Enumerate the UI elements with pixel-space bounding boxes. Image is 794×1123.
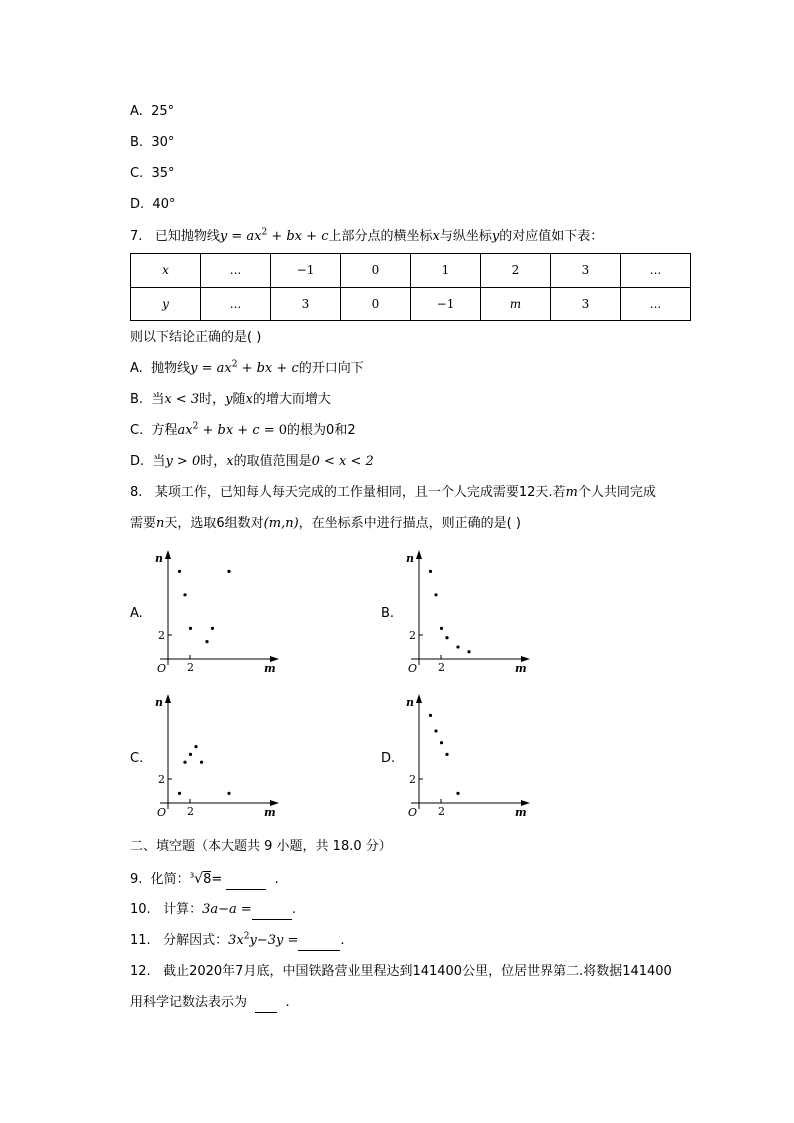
q8-graph-d <box>399 692 534 822</box>
data-point <box>211 627 214 630</box>
data-point <box>178 570 181 573</box>
y-tick-label: 2 <box>158 629 165 642</box>
q12-line2: 用科学记数法表示为 . <box>130 993 290 1013</box>
y-axis-label: n <box>155 696 163 709</box>
answer-blank[interactable] <box>298 935 340 951</box>
q8-graph-a <box>148 548 283 678</box>
x-axis-label: m <box>515 806 527 819</box>
data-point <box>445 753 448 756</box>
y-axis-label: n <box>406 696 414 709</box>
y-axis-arrow <box>416 694 422 703</box>
answer-blank[interactable] <box>226 874 266 890</box>
table-cell: ... <box>621 287 691 321</box>
q7-question: 则以下结论正确的是( ) <box>130 330 262 345</box>
origin-label: O <box>408 662 418 675</box>
data-point <box>200 761 203 764</box>
table-cell: −1 <box>271 254 341 288</box>
x-tick-label: 2 <box>438 805 445 818</box>
data-point <box>183 761 186 764</box>
table-cell: y <box>131 287 201 321</box>
table-cell: 3 <box>271 287 341 321</box>
x-axis-label: m <box>515 662 527 675</box>
q7-stem: 7. 已知抛物线$y = ax^2$ + bx + c上部分点的横坐标x与纵坐标y的对应值如下表： <box>130 227 604 244</box>
table-cell: −1 <box>411 287 481 321</box>
q7-option-a: A. 抛物线$y = ax^2$ + bx + c的开口向下 <box>130 359 364 376</box>
x-tick-label: 2 <box>438 661 445 674</box>
y-axis-label: n <box>155 552 163 565</box>
table-row <box>131 254 691 288</box>
table-cell: 2 <box>481 254 551 288</box>
q7-option-d: D. 当y > 0时，x的取值范围是0 < x < 2 <box>130 454 374 469</box>
x-axis-label: m <box>264 806 276 819</box>
data-point <box>434 593 437 596</box>
origin-label: O <box>157 662 167 675</box>
section-2-title: 二、填空题（本大题共 9 小题，共 18.0 分） <box>130 839 392 854</box>
y-axis-arrow <box>165 694 171 703</box>
data-point <box>189 627 192 630</box>
data-point <box>434 729 437 732</box>
q8-option-b-label: B. <box>381 606 395 621</box>
q6-option-c: C. 35° <box>130 166 175 181</box>
table-cell: x <box>131 254 201 288</box>
q8-graph-b <box>399 548 534 678</box>
x-axis-label: m <box>264 662 276 675</box>
table-cell: ... <box>201 254 271 288</box>
data-point <box>183 593 186 596</box>
y-axis-arrow <box>416 550 422 559</box>
data-point <box>445 636 448 639</box>
y-axis-arrow <box>165 550 171 559</box>
q8-graph-c <box>148 692 283 822</box>
q8-option-d-label: D. <box>381 751 396 766</box>
table-cell: ... <box>621 254 691 288</box>
x-tick-label: 2 <box>187 661 194 674</box>
q8-option-c-label: C. <box>130 751 144 766</box>
q7-option-c: C. 方程$ax^2$ + bx + c = 0的根为0和2 <box>130 421 356 438</box>
table-cell: m <box>481 287 551 321</box>
y-axis-label: n <box>406 552 414 565</box>
table-cell: 3 <box>551 254 621 288</box>
q9: 9. 化简：$^3$√8= . <box>130 869 279 890</box>
answer-blank[interactable] <box>252 904 292 920</box>
data-point <box>194 745 197 748</box>
answer-blank[interactable] <box>255 997 277 1013</box>
table-cell: 3 <box>551 287 621 321</box>
data-point <box>227 792 230 795</box>
data-point <box>205 640 208 643</box>
y-tick-label: 2 <box>158 773 165 786</box>
data-point <box>440 741 443 744</box>
origin-label: O <box>157 806 167 819</box>
y-tick-label: 2 <box>409 629 416 642</box>
q11: 11. 分解因式：$3x^2y-3y$ = . <box>130 931 344 951</box>
data-point <box>456 645 459 648</box>
origin-label: O <box>408 806 418 819</box>
q8-stem-line2: 需要n天，选取6组数对(m,n)，在坐标系中进行描点，则正确的是( ) <box>130 516 521 531</box>
q8-stem-line1: 8. 某项工作，已知每人每天完成的工作量相同，且一个人完成需要12天.若m个人共同完成 <box>130 485 656 500</box>
data-point <box>429 714 432 717</box>
data-point <box>429 570 432 573</box>
table-cell: 1 <box>411 254 481 288</box>
table-cell: 0 <box>341 254 411 288</box>
q10: 10. 计算：3a−a = . <box>130 900 296 920</box>
data-point <box>467 650 470 653</box>
q6-option-a: A. 25° <box>130 104 175 119</box>
q12-line1: 12. 截止2020年7月底，中国铁路营业里程达到141400公里，位居世界第二.将数据141400 <box>130 964 672 979</box>
y-tick-label: 2 <box>409 773 416 786</box>
table-row <box>131 287 691 321</box>
data-point <box>227 570 230 573</box>
q7-value-table <box>130 253 691 321</box>
q7-option-b: B. 当x < 3时，y随x的增大而增大 <box>130 392 331 407</box>
q8-option-a-label: A. <box>130 606 143 621</box>
x-tick-label: 2 <box>187 805 194 818</box>
data-point <box>189 753 192 756</box>
table-cell: 0 <box>341 287 411 321</box>
data-point <box>440 627 443 630</box>
q6-option-d: D. 40° <box>130 197 176 212</box>
table-cell: ... <box>201 287 271 321</box>
q6-option-b: B. 30° <box>130 135 175 150</box>
data-point <box>456 792 459 795</box>
data-point <box>178 792 181 795</box>
